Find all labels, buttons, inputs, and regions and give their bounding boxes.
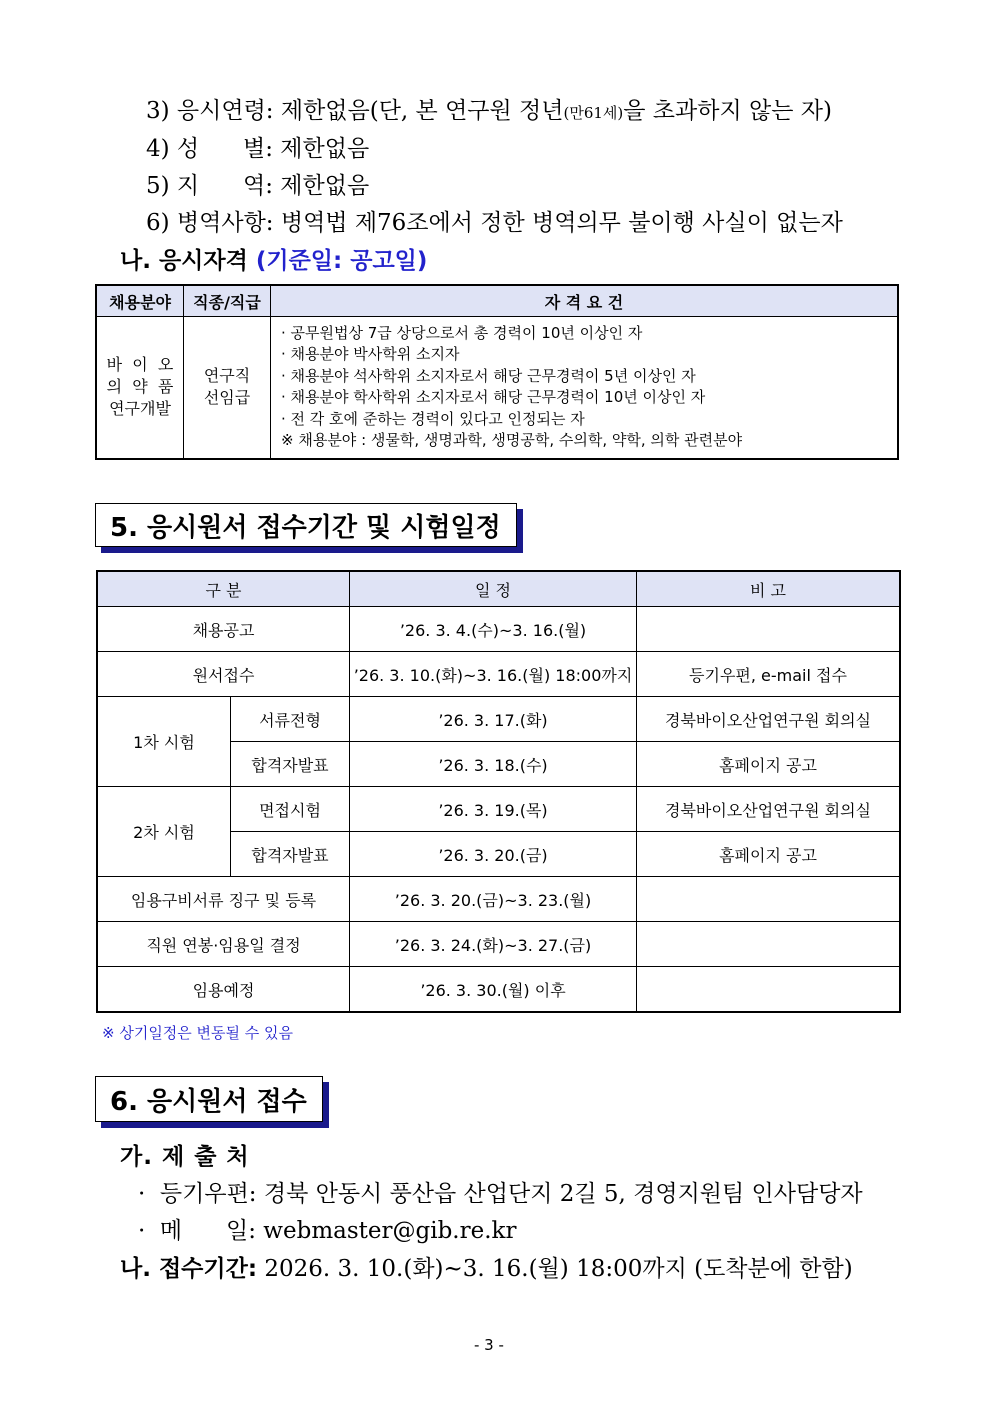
qt-requirements xyxy=(271,317,899,459)
qt-header-position: 직종/직급 xyxy=(184,285,271,317)
qt-position: 연구직 선임급 xyxy=(184,317,271,459)
table-row: 원서접수 ’26. 3. 10.(화)~3. 16.(월) 18:00까지 등기우편, e-mail 접수 xyxy=(97,652,900,697)
table-row: 1차 시험 서류전형 ’26. 3. 17.(화) 경북바이오산업연구원 회의실 xyxy=(97,697,900,742)
table-row: 직원 연봉·임용일 결정 ’26. 3. 24.(화)~3. 27.(금) xyxy=(97,922,900,967)
submission-email: · 메 일: webmaster@gib.re.kr xyxy=(138,1218,517,1244)
st-header-schedule: 일 정 xyxy=(350,571,637,607)
submission-place-heading: 가. 제 출 처 xyxy=(120,1144,250,1170)
qt-header-requirements: 자 격 요 건 xyxy=(271,285,899,317)
qt-req-item: · 채용분야 석사학위 소지자로서 해당 근무경력이 5년 이상인 자 xyxy=(281,366,696,385)
table-row: 채용공고 ’26. 3. 4.(수)~3. 16.(월) xyxy=(97,607,900,652)
qualification-heading: 나. 응시자격 (기준일: 공고일) xyxy=(120,248,428,274)
submission-mail: · 등기우편: 경북 안동시 풍산읍 산업단지 2길 5, 경영지원팀 인사담당자 xyxy=(138,1181,863,1207)
req-gender: 4) 성 별: 제한없음 xyxy=(146,136,370,162)
schedule-table xyxy=(96,570,901,1013)
page-number: - 3 - xyxy=(474,1336,504,1354)
table-row: 합격자발표 ’26. 3. 18.(수) 홈페이지 공고 xyxy=(97,742,900,787)
qualification-table xyxy=(95,284,899,460)
st-header-note: 비 고 xyxy=(637,571,901,607)
table-row: 합격자발표 ’26. 3. 20.(금) 홈페이지 공고 xyxy=(97,832,900,877)
qt-field: 바 이 오 의 약 품 연구개발 xyxy=(96,317,184,459)
section6-title: 6. 응시원서 접수 xyxy=(95,1076,323,1122)
table-row: 임용예정 ’26. 3. 30.(월) 이후 xyxy=(97,967,900,1013)
qt-header-field: 채용분야 xyxy=(96,285,184,317)
qt-req-item: · 공무원법상 7급 상당으로서 총 경력이 10년 이상인 자 xyxy=(281,323,643,342)
submission-period: 나. 접수기간: 2026. 3. 10.(화)~3. 16.(월) 18:00까지 (도착분에 한함) xyxy=(120,1256,853,1282)
qt-req-item: · 전 각 호에 준하는 경력이 있다고 인정되는 자 xyxy=(281,409,585,428)
st-header-category: 구 분 xyxy=(97,571,350,607)
req-military: 6) 병역사항: 병역법 제76조에서 정한 병역의무 불이행 사실이 없는자 xyxy=(146,210,843,236)
table-row: 2차 시험 면접시험 ’26. 3. 19.(목) 경북바이오산업연구원 회의실 xyxy=(97,787,900,832)
qt-req-item: · 채용분야 학사학위 소지자로서 해당 근무경력이 10년 이상인 자 xyxy=(281,388,706,407)
qt-req-note: ※ 채용분야 : 생물학, 생명과학, 생명공학, 수의학, 약학, 의학 관련분야 xyxy=(281,431,743,450)
req-region: 5) 지 역: 제한없음 xyxy=(146,173,370,199)
section5-title: 5. 응시원서 접수기간 및 시험일정 xyxy=(95,503,517,547)
schedule-footnote: ※ 상기일정은 변동될 수 있음 xyxy=(102,1024,294,1042)
exam1-label: 1차 시험 xyxy=(97,697,231,787)
qt-req-item: · 채용분야 박사학위 소지자 xyxy=(281,345,460,364)
table-row: 임용구비서류 징구 및 등록 ’26. 3. 20.(금)~3. 23.(월) xyxy=(97,877,900,922)
req-age: 3) 응시연령: 제한없음(단, 본 연구원 정년(만61세)을 초과하지 않는 자) xyxy=(146,98,832,124)
exam2-label: 2차 시험 xyxy=(97,787,231,877)
